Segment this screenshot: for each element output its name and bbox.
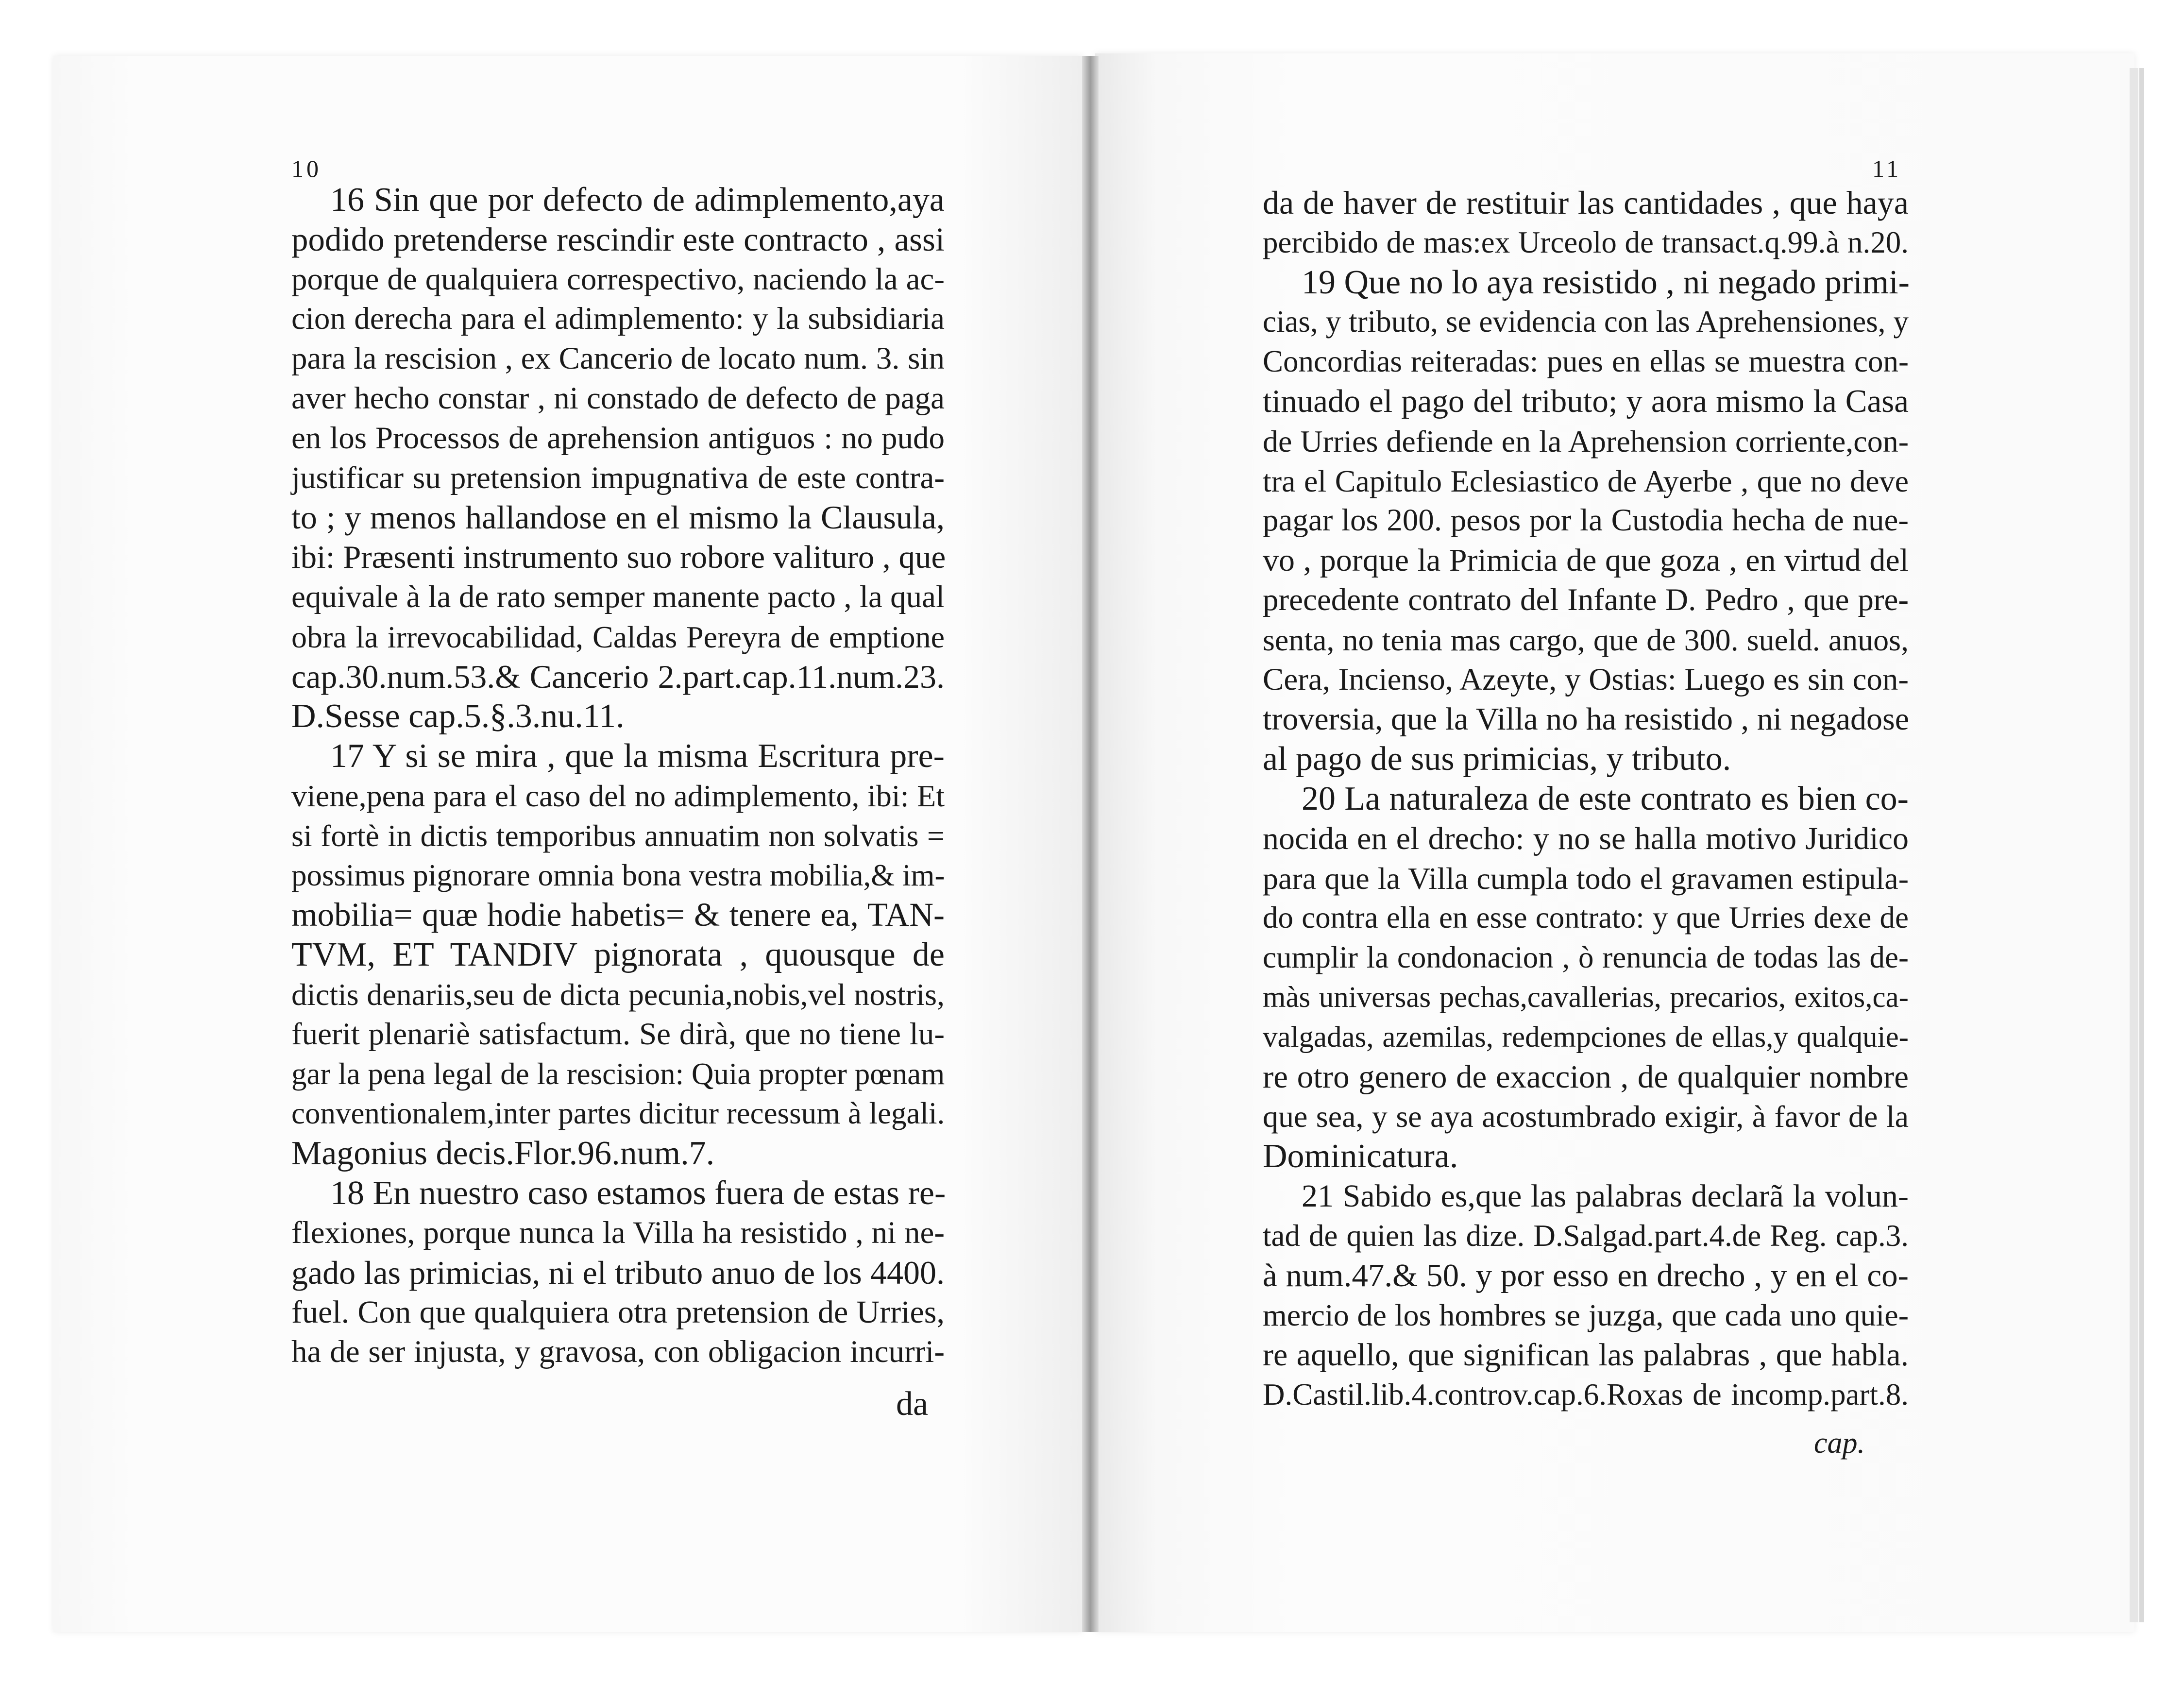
text-line: que sea, y se aya acostumbrado exigir, à favor de la <box>1263 1099 1909 1134</box>
text-line: mercio de los hombres se juzga, que cada uno quie- <box>1263 1298 1909 1333</box>
text-line: si fortè in dictis temporibus annuatim non solvatis = <box>291 818 945 853</box>
text-line: gado las primicias, ni el tributo anuo de los 4400. <box>291 1254 945 1291</box>
text-line: possimus pignorare omnia bona vestra mobilia,& im- <box>291 858 945 892</box>
text-line: tad de quien las dize. D.Salgad.part.4.de Reg. cap.3. <box>1263 1218 1909 1253</box>
text-line: ibi: Præsenti instrumento suo robore valituro , que <box>291 539 946 576</box>
text-line: ha de ser injusta, y gravosa, con obligacion incurri- <box>291 1334 945 1370</box>
text-line: do contra ella en esse contrato: y que Urries dexe de <box>1263 901 1909 935</box>
text-line: porque de qualquiera correspectivo, naciendo la ac- <box>291 261 945 297</box>
text-line: al pago de sus primicias, y tributo. <box>1263 740 1731 778</box>
text-line: viene,pena para el caso del no adimplemento, ibi: Et <box>291 778 945 813</box>
page-edge <box>2130 68 2138 1622</box>
text-line: 17 Y si se mira , que la misma Escritura pre- <box>330 737 945 775</box>
text-line: precedente contrato del Infante D. Pedro , que pre- <box>1263 582 1909 617</box>
text-line: TVM, ET TANDIV pignorata , quousque de <box>291 936 945 974</box>
text-line: 20 La naturaleza de este contrato es bien co- <box>1302 780 1909 817</box>
left-page-text <box>291 180 945 1372</box>
text-line: justificar su pretension impugnativa de este contra- <box>291 460 945 495</box>
text-line: 19 Que no lo aya resistido , ni negado primi- <box>1302 263 1910 301</box>
text-line: conventionalem,inter partes dicitur recessum à legali. <box>291 1096 945 1131</box>
text-line: obra la irrevocabilidad, Caldas Pereyra de emptione <box>291 619 945 654</box>
text-line: D.Sesse cap.5.§.3.nu.11. <box>291 697 625 735</box>
folio-left: 10 <box>291 155 322 182</box>
text-line: 18 En nuestro caso estamos fuera de estas re- <box>330 1174 946 1212</box>
text-line: re otro genero de exaccion , de qualquier nombre <box>1263 1058 1909 1095</box>
text-line: podido pretenderse rescindir este contracto , assi <box>291 221 945 258</box>
text-line: aver hecho constar , ni constado de defecto de paga <box>291 380 945 416</box>
text-line: 21 Sabido es,que las palabras declarã la volun- <box>1302 1178 1909 1214</box>
text-line: Concordias reiteradas: pues en ellas se muestra con- <box>1263 344 1909 379</box>
text-line: re aquello, que significan las palabras , que habla. <box>1263 1337 1909 1373</box>
text-line: cias, y tributo, se evidencia con las Aprehensiones, y <box>1263 305 1909 339</box>
text-line: dictis denariis,seu de dicta pecunia,nobis,vel nostris, <box>291 977 945 1012</box>
right-page-text <box>1263 183 1909 1415</box>
text-line: para que la Villa cumpla todo el gravamen estipula- <box>1263 861 1909 896</box>
text-line: da de haver de restituir las cantidades , que haya <box>1263 184 1909 221</box>
text-line: fuel. Con que qualquiera otra pretension de Urries, <box>291 1294 945 1330</box>
text-line: flexiones, porque nunca la Villa ha resistido , ni ne- <box>291 1215 945 1250</box>
text-line: Cera, Incienso, Azeyte, y Ostias: Luego es sin con- <box>1263 662 1909 697</box>
catchword-right: cap. <box>1814 1427 1865 1460</box>
text-line: en los Processos de aprehension antiguos : no pudo <box>291 420 945 456</box>
text-line: Dominicatura. <box>1263 1138 1458 1175</box>
text-line: 16 Sin que por defecto de adimplemento,aya <box>330 181 945 219</box>
text-line: vo , porque la Primicia de que goza , en virtud del <box>1263 543 1909 578</box>
text-line: para la rescision , ex Cancerio de locato num. 3. sin <box>291 341 945 376</box>
text-line: mobilia= quæ hodie habetis= & tenere ea, TAN- <box>291 896 945 934</box>
text-line: pagar los 200. pesos por la Custodia hecha de nue- <box>1263 503 1909 538</box>
catchword-left: da <box>896 1385 929 1423</box>
text-line: senta, no tenia mas cargo, que de 300. sueld. anuos, <box>1263 622 1909 657</box>
text-line: à num.47.& 50. y por esso en drecho , y en el co- <box>1263 1257 1909 1293</box>
text-line: to ; y menos hallandose en el mismo la Clausula, <box>291 499 945 536</box>
book-gutter <box>1082 56 1099 1632</box>
text-line: de Urries defiende en la Aprehension corriente,con- <box>1263 424 1909 459</box>
text-line: troversia, que la Villa no ha resistido , ni negadose <box>1263 701 1909 737</box>
text-line: equivale à la de rato semper manente pacto , la qual <box>291 579 945 614</box>
text-line: nocida en el drecho: y no se halla motivo Juridico <box>1263 820 1909 856</box>
folio-right: 11 <box>1872 155 1902 182</box>
text-line: fuerit plenariè satisfactum. Se dirà, que no tiene lu- <box>291 1016 945 1052</box>
text-line: valgadas, azemilas, redempciones de ellas,y qualquie- <box>1263 1021 1909 1054</box>
text-line: tra el Capitulo Eclesiastico de Ayerbe , que no deve <box>1263 463 1909 498</box>
text-line: tinuado el pago del tributo; y aora mismo la Casa <box>1263 383 1909 419</box>
text-line: percibido de mas:ex Urceolo de transact.q.99.à n.20. <box>1263 225 1909 259</box>
text-line: gar la pena legal de la rescision: Quia propter pœnam <box>291 1056 945 1091</box>
text-line: cap.30.num.53.& Cancerio 2.part.cap.11.num.23. <box>291 658 945 695</box>
text-line: D.Castil.lib.4.controv.cap.6.Roxas de incomp.part.8. <box>1263 1377 1909 1412</box>
text-line: cumplir la condonacion , ò renuncia de todas las de- <box>1263 940 1909 975</box>
text-line: màs universas pechas,cavallerias, precarios, exitos,ca- <box>1263 981 1909 1014</box>
page-edge <box>2139 68 2144 1622</box>
text-line: Magonius decis.Flor.96.num.7. <box>291 1135 715 1173</box>
text-line: cion derecha para el adimplemento: y la subsidiaria <box>291 301 945 337</box>
